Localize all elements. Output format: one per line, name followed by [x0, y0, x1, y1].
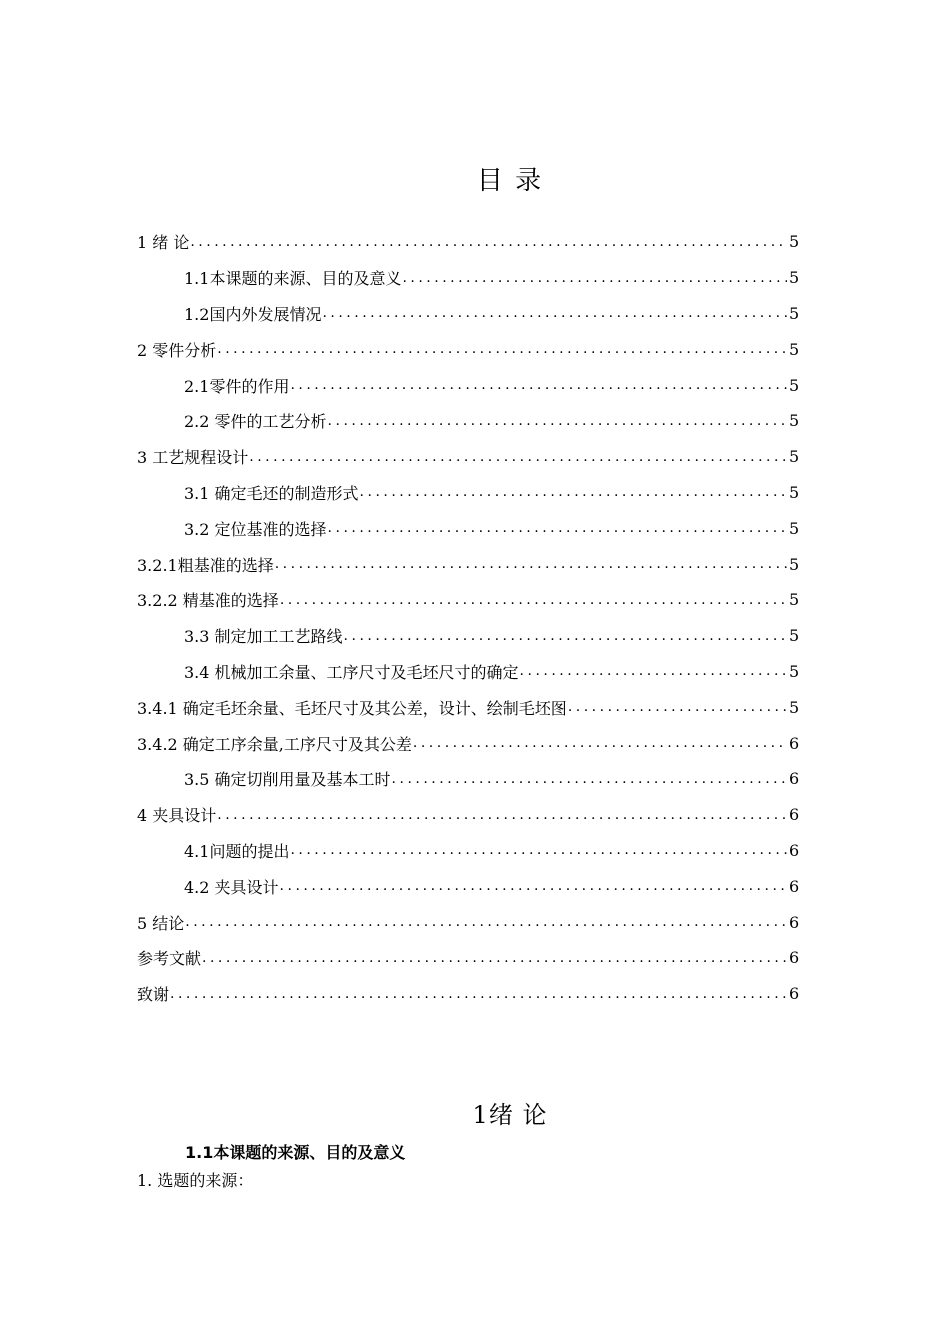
toc-entry-label: 2.2 零件的工艺分析	[184, 412, 327, 432]
toc-entry-page: 5	[789, 339, 800, 359]
toc-entry[interactable]	[137, 761, 799, 797]
toc-leader-dots	[170, 986, 787, 1002]
toc-leader-dots	[568, 699, 787, 715]
toc-leader-dots	[217, 341, 787, 357]
toc-leader-dots	[190, 234, 787, 250]
toc-entry[interactable]	[137, 296, 799, 332]
toc-entry[interactable]	[137, 546, 799, 582]
toc-entry-page: 5	[789, 697, 800, 717]
toc-leader-dots	[290, 377, 787, 393]
toc-entry-label: 3.2 定位基准的选择	[184, 519, 327, 539]
toc-entry-page: 5	[789, 482, 800, 502]
section-heading: 1绪 论	[472, 1101, 548, 1129]
toc-entry-page: 6	[789, 912, 800, 932]
toc-leader-dots	[322, 305, 787, 321]
toc-leader-dots	[328, 413, 787, 429]
toc-entry-label: 3.4 机械加工余量、工序尺寸及毛坯尺寸的确定	[184, 662, 519, 682]
toc-entry-label: 3.4.1 确定毛坯余量、毛坯尺寸及其公差，设计、绘制毛坯图	[137, 698, 567, 718]
toc-entry-label: 3.1 确定毛还的制造形式	[184, 483, 359, 503]
toc-entry-page: 6	[789, 984, 800, 1004]
toc-entry-page: 6	[789, 840, 800, 860]
toc-leader-dots	[413, 735, 787, 751]
toc-leader-dots	[360, 484, 787, 500]
section-subheading: 1.1本课题的来源、目的及意义	[185, 1143, 406, 1162]
toc-entry[interactable]	[137, 510, 799, 546]
body-paragraph: 1. 选题的来源：	[137, 1171, 254, 1190]
toc-entry[interactable]	[137, 367, 799, 403]
toc-entry[interactable]	[137, 654, 799, 690]
toc-entry-label: 4.1问题的提出	[184, 841, 290, 861]
toc-leader-dots	[402, 270, 787, 286]
toc-entry-page: 5	[789, 661, 800, 681]
toc-entry[interactable]	[137, 260, 799, 296]
toc-entry[interactable]	[137, 904, 799, 940]
toc-entry[interactable]	[137, 689, 799, 725]
toc-entry-page: 5	[789, 375, 800, 395]
toc-entry-page: 5	[789, 268, 800, 288]
toc-entry-page: 5	[789, 518, 800, 538]
toc-entry-page: 5	[789, 411, 800, 431]
toc-entry-page: 6	[789, 769, 800, 789]
table-of-contents	[137, 224, 799, 1012]
toc-entry-label: 3.4.2 确定工序余量,工序尺寸及其公差	[137, 734, 412, 754]
toc-entry-label: 1.1本课题的来源、目的及意义	[184, 269, 402, 289]
toc-entry-label: 2 零件分析	[137, 340, 217, 360]
toc-entry-label: 致谢	[137, 985, 170, 1005]
toc-leader-dots	[290, 842, 787, 858]
toc-leader-dots	[280, 592, 787, 608]
toc-entry-label: 3.2.1粗基准的选择	[137, 555, 274, 575]
toc-entry-page: 6	[789, 948, 800, 968]
toc-entry-page: 5	[789, 303, 800, 323]
toc-entry[interactable]	[137, 403, 799, 439]
toc-entry-label: 4.2 夹具设计	[184, 877, 279, 897]
toc-entry-label: 3.5 确定切削用量及基本工时	[184, 770, 391, 790]
toc-title: 目 录	[476, 166, 544, 196]
toc-entry[interactable]	[137, 868, 799, 904]
toc-entry[interactable]	[137, 582, 799, 618]
toc-leader-dots	[185, 914, 787, 930]
toc-entry[interactable]	[137, 940, 799, 976]
toc-entry-label: 5 结论	[137, 913, 185, 933]
toc-leader-dots	[217, 807, 787, 823]
toc-entry[interactable]	[137, 331, 799, 367]
toc-leader-dots	[249, 449, 787, 465]
toc-entry-label: 3 工艺规程设计	[137, 448, 249, 468]
toc-entry[interactable]	[137, 833, 799, 869]
toc-entry-label: 2.1零件的作用	[184, 376, 290, 396]
toc-entry-label: 1 绪 论	[137, 233, 190, 253]
toc-entry[interactable]	[137, 725, 799, 761]
toc-entry-label: 1.2国内外发展情况	[184, 304, 322, 324]
toc-entry-label: 4 夹具设计	[137, 806, 217, 826]
toc-entry[interactable]	[137, 224, 799, 260]
toc-leader-dots	[520, 663, 787, 679]
toc-entry-label: 3.2.2 精基准的选择	[137, 591, 279, 611]
toc-leader-dots	[280, 878, 787, 894]
toc-leader-dots	[328, 520, 787, 536]
toc-entry-page: 5	[789, 232, 800, 252]
toc-entry-label: 3.3 制定加工工艺路线	[184, 627, 343, 647]
toc-entry[interactable]	[137, 475, 799, 511]
toc-entry-page: 5	[789, 554, 800, 574]
toc-entry[interactable]	[137, 618, 799, 654]
toc-entry-page: 6	[789, 733, 800, 753]
toc-entry[interactable]	[137, 976, 799, 1012]
toc-entry-label: 参考文献	[137, 949, 202, 969]
toc-entry-page: 6	[789, 876, 800, 896]
toc-entry-page: 5	[789, 590, 800, 610]
toc-entry-page: 5	[789, 626, 800, 646]
toc-entry[interactable]	[137, 797, 799, 833]
toc-entry[interactable]	[137, 439, 799, 475]
toc-entry-page: 6	[789, 805, 800, 825]
toc-leader-dots	[202, 950, 787, 966]
toc-leader-dots	[392, 771, 787, 787]
toc-leader-dots	[275, 556, 787, 572]
toc-leader-dots	[344, 628, 787, 644]
toc-entry-page: 5	[789, 447, 800, 467]
